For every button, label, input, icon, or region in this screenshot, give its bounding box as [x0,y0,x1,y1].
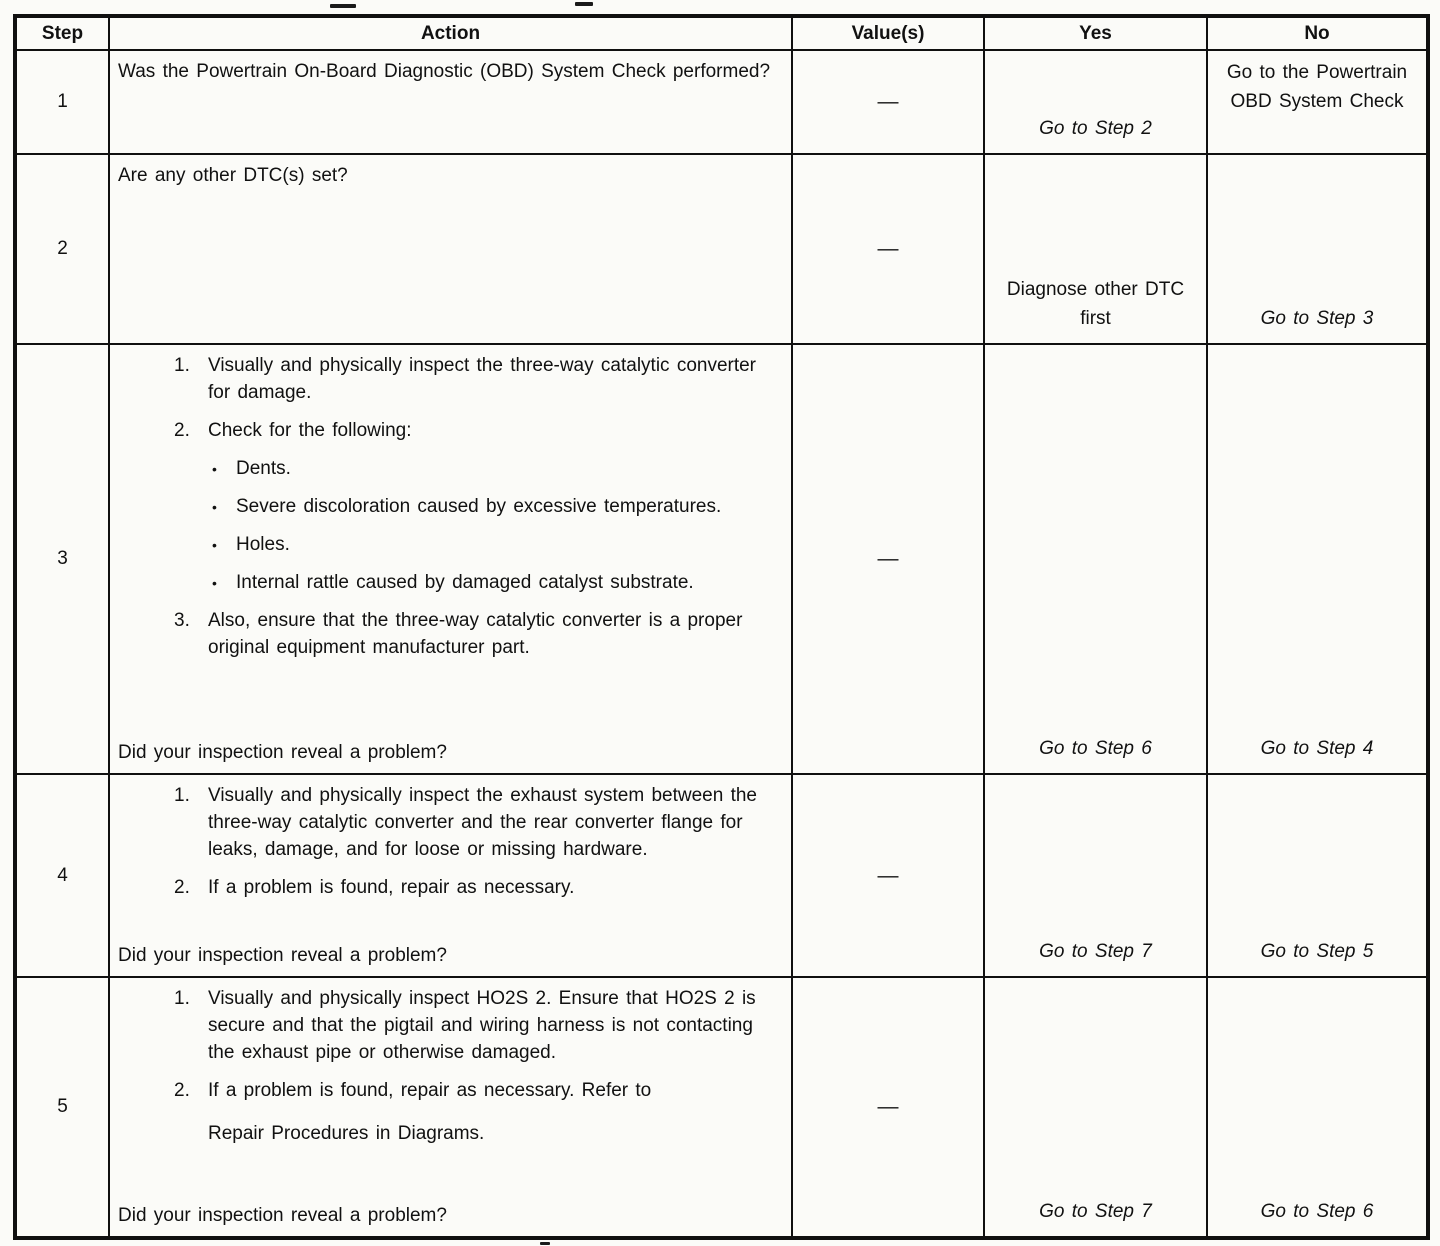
list-number: 1. [174,988,190,1009]
scan-artifact [330,4,356,8]
diagnostic-table [13,14,1430,1240]
action-text: Internal rattle caused by damaged catalyst substrate. [236,571,694,593]
action-text: If a problem is found, repair as necessary. Refer to [208,1079,652,1101]
table-body [15,50,1428,1238]
no-cell: Go to Step 6 [1207,977,1428,1238]
action-cell [109,977,792,1238]
table-row [15,154,1428,344]
value-cell: — [792,977,984,1238]
step-cell: 4 [15,774,109,977]
value-cell: — [792,774,984,977]
action-text: Also, ensure that the three-way catalytic converter is a proper original equipment manufacturer part. [208,609,743,658]
action-numbered-item [174,875,781,902]
step-cell: 5 [15,977,109,1238]
table-row [15,344,1428,774]
step-cell: 2 [15,154,109,344]
column-header-yes: Yes [984,16,1207,50]
action-continuation-text: Repair Procedures in Diagrams. [208,1122,485,1144]
bullet-icon: • [212,460,217,477]
list-number: 2. [174,876,190,898]
action-question-text: Did your inspection reveal a problem? [118,1205,447,1227]
yes-cell: Go to Step 2 [984,50,1207,154]
action-numbered-item [174,783,781,864]
step-cell: 3 [15,344,109,774]
action-cell [109,344,792,774]
action-text: Visually and physically inspect the exhaust system between the three-way catalytic converter and the rear converter flange for leaks, damage, and for loose or missing hardware. [208,785,758,860]
no-cell: Go to Step 5 [1207,774,1428,977]
action-numbered-item [174,353,781,407]
table-row [15,774,1428,977]
yes-cell: Go to Step 6 [984,344,1207,774]
action-text: Holes. [236,533,290,555]
action-text: Was the Powertrain On-Board Diagnostic (OBD) System Check performed? [118,61,771,82]
value-cell: — [792,50,984,154]
action-cell [109,154,792,344]
yes-cell: Diagnose other DTC first [984,154,1207,344]
value-cell: — [792,344,984,774]
step-cell: 1 [15,50,109,154]
action-text: Severe discoloration caused by excessive temperatures. [236,495,722,517]
column-header-values: Value(s) [792,16,984,50]
action-numbered-item [174,608,781,662]
table-row [15,50,1428,154]
action-text: If a problem is found, repair as necessary. [208,876,575,898]
action-numbered-item [174,418,781,445]
yes-cell: Go to Step 7 [984,774,1207,977]
action-text: Visually and physically inspect HO2S 2. Ensure that HO2S 2 is secure and that the pigtail and wiring harness is not contacting the exhaust pipe or otherwise damaged. [208,988,756,1063]
action-bullet-item [212,494,781,521]
no-cell: Go to the Powertrain OBD System Check [1207,50,1428,154]
action-text: Check for the following: [208,419,412,441]
no-cell: Go to Step 3 [1207,154,1428,344]
action-cell [109,50,792,154]
scan-artifact [575,2,593,6]
column-header-action: Action [109,16,792,50]
action-text: Are any other DTC(s) set? [118,165,348,186]
table-header-row [15,16,1428,50]
list-number: 2. [174,419,190,441]
action-bullet-item [212,532,781,559]
bullet-icon: • [212,498,217,515]
bullet-icon: • [212,574,217,591]
action-cell [109,774,792,977]
list-number: 1. [174,355,190,376]
action-numbered-item [174,986,781,1067]
no-cell: Go to Step 4 [1207,344,1428,774]
bullet-icon: • [212,536,217,553]
column-header-no: No [1207,16,1428,50]
list-number: 2. [174,1079,190,1101]
table-row [15,977,1428,1238]
action-question-text: Did your inspection reveal a problem? [118,742,447,764]
yes-cell: Go to Step 7 [984,977,1207,1238]
list-number: 3. [174,609,190,631]
scan-artifact [540,1242,550,1245]
action-bullet-item [212,570,781,597]
action-numbered-item [174,1078,781,1105]
action-text: Visually and physically inspect the three-way catalytic converter for damage. [208,355,757,403]
action-text: Dents. [236,457,291,479]
action-question-text: Did your inspection reveal a problem? [118,945,447,967]
column-header-step: Step [15,16,109,50]
value-cell: — [792,154,984,344]
list-number: 1. [174,785,190,806]
action-bullet-item [212,456,781,483]
